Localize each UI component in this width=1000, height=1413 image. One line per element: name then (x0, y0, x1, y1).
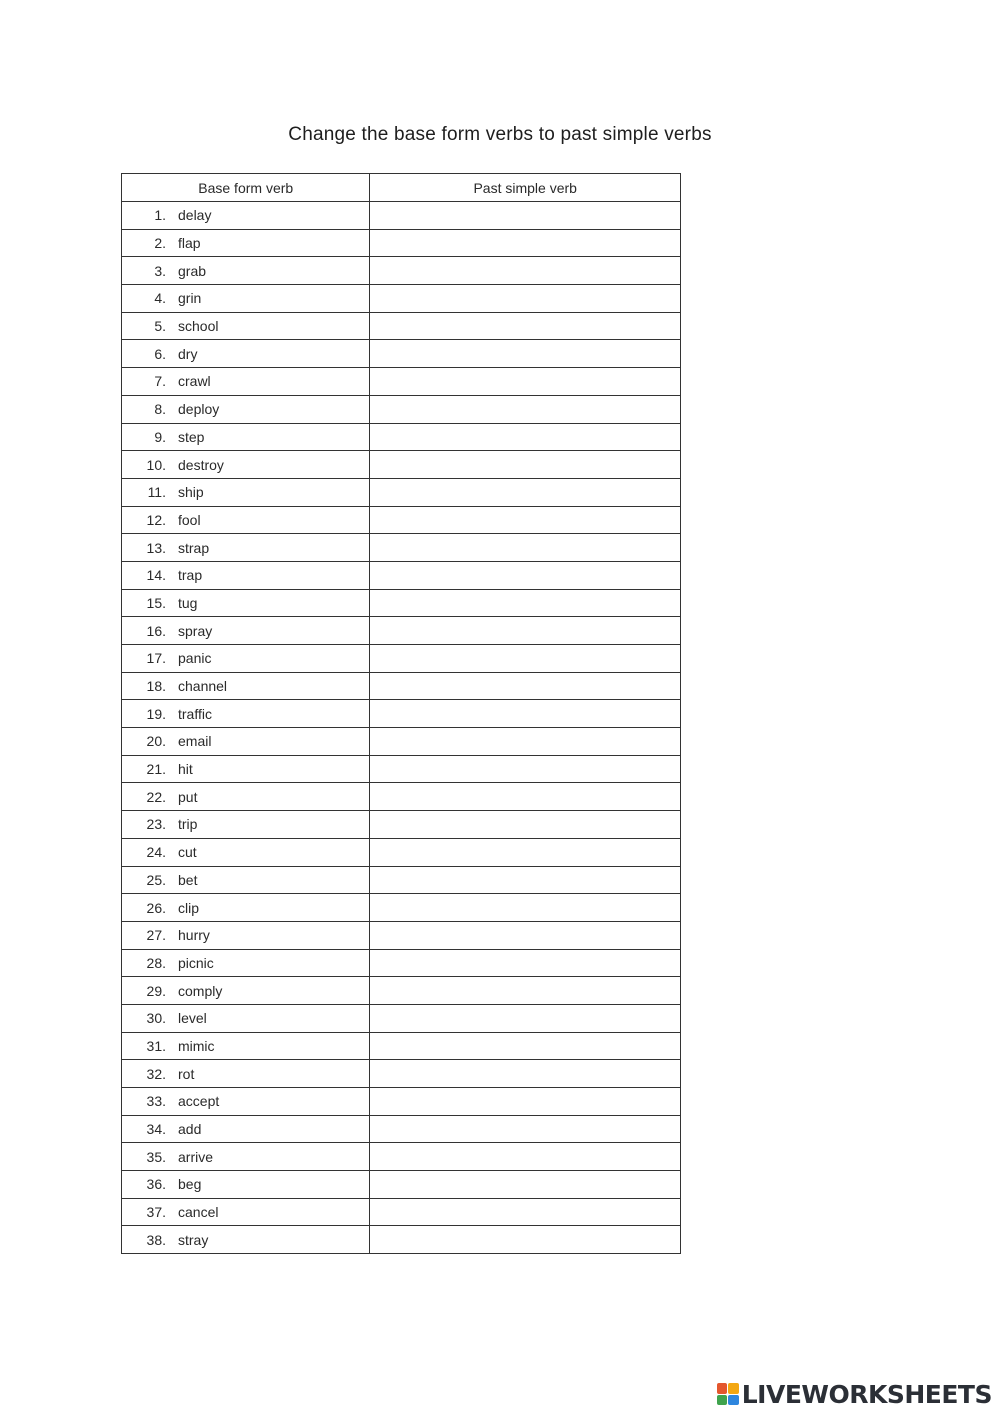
past-simple-answer-cell[interactable] (370, 395, 681, 423)
table-row (122, 312, 681, 340)
table-row (122, 368, 681, 396)
base-form-cell (122, 561, 370, 589)
item-number: 17. (146, 650, 166, 667)
past-simple-answer-cell[interactable] (370, 921, 681, 949)
past-simple-answer-cell[interactable] (370, 755, 681, 783)
base-form-cell (122, 700, 370, 728)
base-form-cell (122, 451, 370, 479)
base-verb: hurry (178, 927, 210, 944)
item-number: 25. (146, 871, 166, 888)
liveworksheets-logo-icon (717, 1383, 739, 1405)
table-row (122, 811, 681, 839)
item-number: 11. (147, 484, 166, 501)
item-number: 7. (154, 373, 166, 390)
past-simple-answer-cell[interactable] (370, 1004, 681, 1032)
item-number: 31. (146, 1037, 166, 1054)
base-form-cell (122, 229, 370, 257)
item-number: 29. (146, 982, 166, 999)
item-number: 2. (154, 235, 166, 252)
base-verb: accept (178, 1093, 220, 1110)
base-form-cell (122, 1143, 370, 1171)
past-simple-answer-cell[interactable] (370, 589, 681, 617)
table-row (122, 229, 681, 257)
past-simple-answer-cell[interactable] (370, 1143, 681, 1171)
logo-square (717, 1395, 728, 1406)
item-number: 27. (146, 927, 166, 944)
base-verb: spray (178, 622, 213, 639)
past-simple-answer-cell[interactable] (370, 285, 681, 313)
base-verb: cancel (178, 1204, 219, 1221)
base-verb: fool (178, 511, 201, 528)
base-form-cell (122, 617, 370, 645)
page-title: Change the base form verbs to past simple verbs (288, 124, 712, 145)
item-number: 26. (146, 899, 166, 916)
base-form-cell (122, 478, 370, 506)
liveworksheets-logo (717, 1379, 992, 1409)
item-number: 19. (146, 705, 166, 722)
past-simple-answer-cell[interactable] (370, 700, 681, 728)
past-simple-answer-cell[interactable] (370, 229, 681, 257)
base-verb: destroy (178, 456, 224, 473)
verb-table (121, 173, 681, 1254)
logo-square (717, 1383, 728, 1394)
item-number: 36. (146, 1176, 166, 1193)
item-number: 16. (146, 622, 166, 639)
past-simple-answer-cell[interactable] (370, 977, 681, 1005)
base-verb: channel (178, 678, 228, 695)
table-row (122, 1171, 681, 1199)
past-simple-answer-cell[interactable] (370, 1198, 681, 1226)
base-verb: flap (178, 235, 201, 252)
item-number: 10. (146, 456, 166, 473)
table-row (122, 645, 681, 673)
base-verb: school (178, 318, 219, 335)
past-simple-answer-cell[interactable] (370, 202, 681, 230)
base-form-cell (122, 257, 370, 285)
past-simple-answer-cell[interactable] (370, 340, 681, 368)
item-number: 30. (146, 1010, 166, 1027)
base-form-cell (122, 312, 370, 340)
logo-square (728, 1395, 739, 1406)
item-number: 20. (146, 733, 166, 750)
base-form-cell (122, 1004, 370, 1032)
table-row (122, 561, 681, 589)
item-number: 8. (154, 401, 166, 418)
base-verb: rot (178, 1065, 195, 1082)
past-simple-answer-cell[interactable] (370, 1115, 681, 1143)
item-number: 37. (146, 1204, 166, 1221)
base-verb: tug (178, 594, 198, 611)
base-form-cell (122, 285, 370, 313)
base-form-cell (122, 1115, 370, 1143)
item-number: 3. (154, 262, 166, 279)
base-verb: bet (178, 871, 198, 888)
past-simple-answer-cell[interactable] (370, 312, 681, 340)
base-form-cell (122, 506, 370, 534)
base-form-cell (122, 949, 370, 977)
past-simple-answer-cell[interactable] (370, 949, 681, 977)
base-verb: crawl (178, 373, 211, 390)
item-number: 18. (146, 678, 166, 695)
past-simple-answer-cell[interactable] (370, 478, 681, 506)
base-form-cell (122, 589, 370, 617)
base-verb: delay (178, 207, 212, 224)
past-simple-answer-cell[interactable] (370, 257, 681, 285)
table-row (122, 395, 681, 423)
table-row (122, 534, 681, 562)
logo-text: LIVEWORKSHEETS (741, 1379, 992, 1409)
table-row (122, 285, 681, 313)
table-row (122, 949, 681, 977)
table-row (122, 1032, 681, 1060)
base-verb: trip (178, 816, 198, 833)
base-verb: traffic (178, 705, 212, 722)
past-simple-answer-cell[interactable] (370, 838, 681, 866)
base-form-cell (122, 672, 370, 700)
past-simple-answer-cell[interactable] (370, 672, 681, 700)
past-simple-answer-cell[interactable] (370, 1088, 681, 1116)
table-row (122, 423, 681, 451)
base-form-cell (122, 202, 370, 230)
table-row (122, 894, 681, 922)
base-form-cell (122, 1088, 370, 1116)
item-number: 24. (146, 844, 166, 861)
item-number: 34. (146, 1121, 166, 1138)
table-row (122, 672, 681, 700)
past-simple-answer-cell[interactable] (370, 451, 681, 479)
past-simple-answer-cell[interactable] (370, 534, 681, 562)
table-row (122, 617, 681, 645)
table-row (122, 866, 681, 894)
past-simple-answer-cell[interactable] (370, 1060, 681, 1088)
base-verb: hit (178, 761, 193, 778)
header-base-form: Base form verb (122, 174, 370, 202)
past-simple-answer-cell[interactable] (370, 368, 681, 396)
item-number: 1. (154, 207, 166, 224)
base-form-cell (122, 921, 370, 949)
base-form-cell (122, 534, 370, 562)
item-number: 15. (146, 594, 166, 611)
base-form-cell (122, 866, 370, 894)
table-row (122, 257, 681, 285)
base-verb: mimic (178, 1037, 215, 1054)
item-number: 9. (154, 428, 166, 445)
past-simple-answer-cell[interactable] (370, 1171, 681, 1199)
table-row (122, 478, 681, 506)
base-verb: strap (178, 539, 210, 556)
item-number: 12. (146, 511, 166, 528)
item-number: 6. (154, 345, 166, 362)
table-row (122, 202, 681, 230)
item-number: 14. (146, 567, 166, 584)
base-verb: clip (178, 899, 200, 916)
item-number: 33. (146, 1093, 166, 1110)
past-simple-answer-cell[interactable] (370, 866, 681, 894)
base-verb: arrive (178, 1148, 214, 1165)
table-row (122, 728, 681, 756)
table-row (122, 506, 681, 534)
base-verb: beg (178, 1176, 202, 1193)
header-past-simple: Past simple verb (370, 174, 681, 202)
base-form-cell (122, 838, 370, 866)
table-header-row (122, 174, 681, 202)
item-number: 22. (146, 788, 166, 805)
table-row (122, 921, 681, 949)
base-verb: grab (178, 262, 207, 279)
past-simple-answer-cell[interactable] (370, 783, 681, 811)
base-form-cell (122, 645, 370, 673)
past-simple-answer-cell[interactable] (370, 617, 681, 645)
base-verb: stray (178, 1231, 209, 1248)
logo-square (728, 1383, 739, 1394)
base-verb: panic (178, 650, 212, 667)
table-row (122, 700, 681, 728)
base-verb: step (178, 428, 205, 445)
base-verb: comply (178, 982, 223, 999)
base-verb: put (178, 788, 198, 805)
base-verb: cut (178, 844, 197, 861)
base-verb: trap (178, 567, 203, 584)
past-simple-answer-cell[interactable] (370, 645, 681, 673)
table-row (122, 977, 681, 1005)
table-row (122, 1088, 681, 1116)
table-row (122, 1060, 681, 1088)
table-row (122, 838, 681, 866)
item-number: 21. (146, 761, 166, 778)
table-row (122, 340, 681, 368)
table-row (122, 451, 681, 479)
base-form-cell (122, 1032, 370, 1060)
table-row (122, 1226, 681, 1254)
past-simple-answer-cell[interactable] (370, 1226, 681, 1254)
past-simple-answer-cell[interactable] (370, 811, 681, 839)
table-row (122, 1198, 681, 1226)
item-number: 28. (146, 954, 166, 971)
base-form-cell (122, 395, 370, 423)
table-row (122, 1115, 681, 1143)
base-verb: level (178, 1010, 207, 1027)
table-body (122, 202, 681, 1254)
item-number: 38. (146, 1231, 166, 1248)
base-form-cell (122, 1060, 370, 1088)
base-form-cell (122, 755, 370, 783)
item-number: 23. (146, 816, 166, 833)
base-verb: picnic (178, 954, 214, 971)
base-form-cell (122, 811, 370, 839)
base-verb: grin (178, 290, 202, 307)
base-form-cell (122, 894, 370, 922)
base-form-cell (122, 1226, 370, 1254)
table-row (122, 589, 681, 617)
base-verb: ship (178, 484, 204, 501)
item-number: 13. (146, 539, 166, 556)
item-number: 35. (146, 1148, 166, 1165)
base-verb: dry (178, 345, 198, 362)
past-simple-answer-cell[interactable] (370, 728, 681, 756)
table-row (122, 783, 681, 811)
table-row (122, 1004, 681, 1032)
base-form-cell (122, 783, 370, 811)
base-verb: add (178, 1121, 202, 1138)
table-row (122, 1143, 681, 1171)
base-form-cell (122, 977, 370, 1005)
base-form-cell (122, 728, 370, 756)
item-number: 5. (154, 318, 166, 335)
base-verb: deploy (178, 401, 220, 418)
past-simple-answer-cell[interactable] (370, 423, 681, 451)
base-verb: email (178, 733, 212, 750)
base-form-cell (122, 423, 370, 451)
past-simple-answer-cell[interactable] (370, 561, 681, 589)
base-form-cell (122, 368, 370, 396)
item-number: 32. (146, 1065, 166, 1082)
base-form-cell (122, 1198, 370, 1226)
past-simple-answer-cell[interactable] (370, 506, 681, 534)
table-row (122, 755, 681, 783)
item-number: 4. (154, 290, 166, 307)
base-form-cell (122, 340, 370, 368)
past-simple-answer-cell[interactable] (370, 894, 681, 922)
base-form-cell (122, 1171, 370, 1199)
past-simple-answer-cell[interactable] (370, 1032, 681, 1060)
